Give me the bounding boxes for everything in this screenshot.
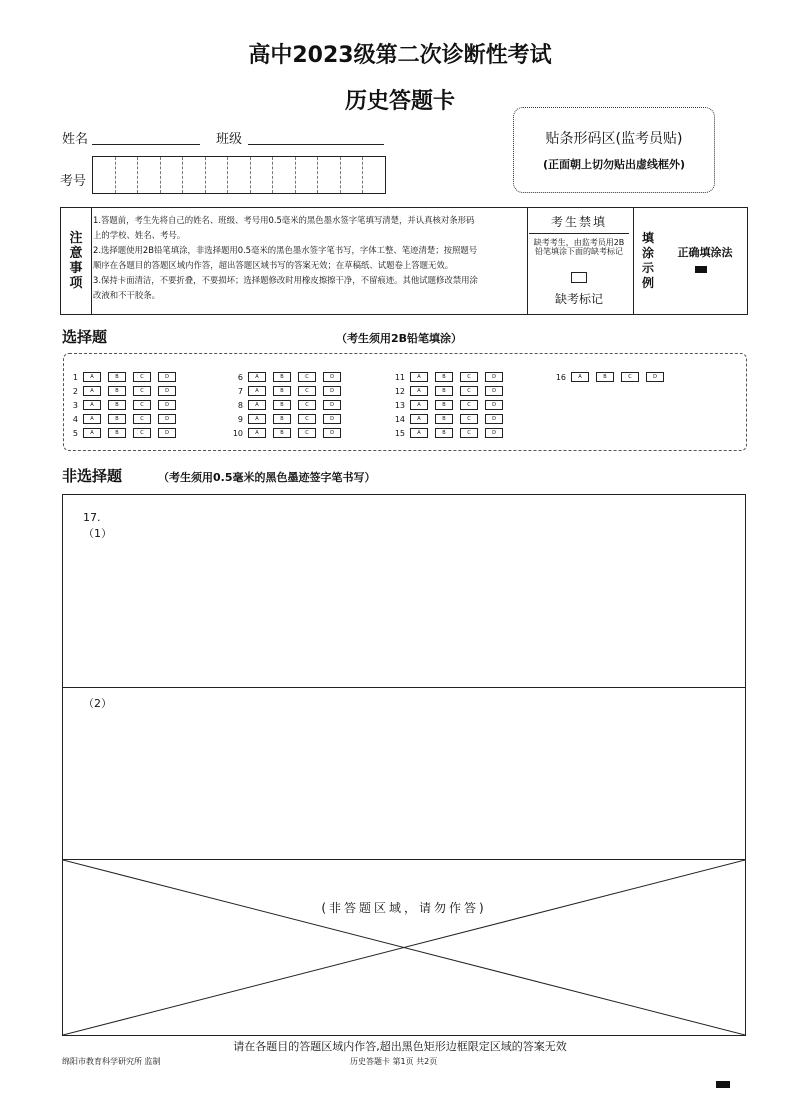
- option-b[interactable]: B: [435, 414, 453, 424]
- option-d[interactable]: D: [158, 400, 176, 410]
- question-row-13: 13 A B C D: [385, 400, 510, 410]
- option-a[interactable]: A: [248, 386, 266, 396]
- fill-example-heading: 填 涂 示 例: [641, 231, 654, 290]
- option-b[interactable]: B: [435, 386, 453, 396]
- option-a[interactable]: A: [83, 372, 101, 382]
- question-row-2: 2 A B C D: [58, 386, 183, 396]
- option-d[interactable]: D: [485, 386, 503, 396]
- option-d[interactable]: D: [158, 414, 176, 424]
- answer-area: [62, 494, 746, 1036]
- barcode-title: 贴条形码区(监考员贴): [545, 131, 683, 147]
- option-c[interactable]: C: [460, 428, 478, 438]
- option-d[interactable]: D: [485, 400, 503, 410]
- choice-note: （考生须用2B铅笔填涂）: [336, 332, 463, 345]
- class-field[interactable]: [248, 130, 384, 145]
- option-c[interactable]: C: [133, 400, 151, 410]
- no-answer-label: (非答题区域，请勿作答): [63, 899, 745, 916]
- option-b[interactable]: B: [273, 414, 291, 424]
- option-c[interactable]: C: [133, 386, 151, 396]
- option-a[interactable]: A: [248, 372, 266, 382]
- notice-heading: 注 意 事 项: [69, 231, 83, 291]
- option-c[interactable]: C: [298, 386, 316, 396]
- option-b[interactable]: B: [435, 428, 453, 438]
- option-a[interactable]: A: [83, 414, 101, 424]
- question-row-12: 12 A B C D: [385, 386, 510, 396]
- option-b[interactable]: B: [435, 400, 453, 410]
- name-field[interactable]: [92, 130, 200, 145]
- absent-text: 缺考考生，由监考员用2B铅笔填涂下面的缺考标记: [533, 238, 625, 256]
- footer-organization: 绵阳市教育科学研究所 监制: [62, 1057, 161, 1066]
- option-d[interactable]: D: [158, 428, 176, 438]
- question-row-9: 9 A B C D: [223, 414, 348, 424]
- option-b[interactable]: B: [273, 372, 291, 382]
- question-row-4: 4 A B C D: [58, 414, 183, 424]
- option-d[interactable]: D: [158, 372, 176, 382]
- option-a[interactable]: A: [571, 372, 589, 382]
- option-d[interactable]: D: [158, 386, 176, 396]
- notice-panel: [60, 207, 748, 315]
- option-a[interactable]: A: [410, 414, 428, 424]
- option-a[interactable]: A: [410, 372, 428, 382]
- option-c[interactable]: C: [298, 372, 316, 382]
- option-c[interactable]: C: [133, 372, 151, 382]
- no-answer-cross: [63, 860, 745, 1035]
- option-c[interactable]: C: [298, 414, 316, 424]
- option-b[interactable]: B: [108, 400, 126, 410]
- question-row-6: 6 A B C D: [223, 372, 348, 382]
- option-d[interactable]: D: [323, 414, 341, 424]
- option-d[interactable]: D: [323, 372, 341, 382]
- option-a[interactable]: A: [83, 400, 101, 410]
- option-d[interactable]: D: [323, 386, 341, 396]
- barcode-area: [513, 107, 715, 193]
- option-c[interactable]: C: [460, 414, 478, 424]
- option-b[interactable]: B: [108, 386, 126, 396]
- question-17-part-1-label: （1）: [83, 527, 112, 540]
- footer-page-number: 历史答题卡 第1页 共2页: [350, 1057, 438, 1066]
- question-row-16: 16 A B C D: [546, 372, 671, 382]
- question-row-10: 10 A B C D: [223, 428, 348, 438]
- absent-title: 考生禁填: [550, 215, 607, 229]
- option-b[interactable]: B: [273, 386, 291, 396]
- nonchoice-note: （考生须用0.5毫米的黑色墨迹签字笔书写）: [158, 471, 376, 484]
- barcode-note: (正面朝上切勿贴出虚线框外): [542, 158, 686, 171]
- option-b[interactable]: B: [596, 372, 614, 382]
- alignment-mark: [716, 1081, 730, 1088]
- option-c[interactable]: C: [460, 386, 478, 396]
- fill-example-label: 正确填涂法: [677, 246, 733, 259]
- option-a[interactable]: A: [248, 428, 266, 438]
- option-d[interactable]: D: [646, 372, 664, 382]
- question-row-11: 11 A B C D: [385, 372, 510, 382]
- notice-text: 1.答题前，考生先将自己的姓名、班级、考号用0.5毫米的黑色墨水签字笔填写清楚，并认真核对条形码 上的学校、姓名、考号。 2.选择题使用2B铅笔填涂，非选择题用0.5毫米的黑色墨水签字笔书写，字体工整、笔迹清楚；按照题号 顺序在各题目的答题区域内作答，超出答题区域书写的答案无效；在草稿纸、试题卷上答题无效。 3.保持卡面清洁，不要折叠，不要损坏；选择题修改时用橡皮擦擦干净，不留痕迹。其他试题修改禁用涂 改液和不干胶条。: [93, 215, 478, 300]
- question-row-3: 3 A B C D: [58, 400, 183, 410]
- nonchoice-title: 非选择题: [62, 467, 123, 485]
- option-a[interactable]: A: [248, 414, 266, 424]
- option-a[interactable]: A: [248, 400, 266, 410]
- option-d[interactable]: D: [323, 428, 341, 438]
- question-row-14: 14 A B C D: [385, 414, 510, 424]
- exam-no-label: 考号: [60, 174, 87, 189]
- class-label: 班级: [216, 132, 243, 147]
- option-c[interactable]: C: [133, 414, 151, 424]
- question-row-5: 5 A B C D: [58, 428, 183, 438]
- option-c[interactable]: C: [460, 372, 478, 382]
- option-a[interactable]: A: [83, 386, 101, 396]
- option-a[interactable]: A: [410, 400, 428, 410]
- question-row-1: 1 A B C D: [58, 372, 183, 382]
- name-label: 姓名: [62, 132, 89, 147]
- question-17-number: 17.: [83, 511, 101, 524]
- option-d[interactable]: D: [323, 400, 341, 410]
- option-b[interactable]: B: [273, 428, 291, 438]
- option-d[interactable]: D: [485, 414, 503, 424]
- exam-title: 高中2023级第二次诊断性考试: [248, 43, 552, 68]
- card-subtitle: 历史答题卡: [344, 89, 455, 114]
- option-b[interactable]: B: [108, 414, 126, 424]
- option-d[interactable]: D: [485, 372, 503, 382]
- choice-title: 选择题: [62, 328, 108, 346]
- question-17-part-2-label: （2）: [83, 697, 112, 710]
- option-c[interactable]: C: [460, 400, 478, 410]
- question-row-15: 15 A B C D: [385, 428, 510, 438]
- filled-sample-mark: [695, 266, 707, 273]
- option-a[interactable]: A: [410, 428, 428, 438]
- footer-note: 请在各题目的答题区域内作答,超出黑色矩形边框限定区域的答案无效: [233, 1040, 567, 1053]
- option-d[interactable]: D: [485, 428, 503, 438]
- option-c[interactable]: C: [621, 372, 639, 382]
- option-b[interactable]: B: [108, 428, 126, 438]
- question-row-8: 8 A B C D: [223, 400, 348, 410]
- option-b[interactable]: B: [273, 400, 291, 410]
- option-a[interactable]: A: [83, 428, 101, 438]
- option-c[interactable]: C: [298, 428, 316, 438]
- question-row-7: 7 A B C D: [223, 386, 348, 396]
- option-c[interactable]: C: [298, 400, 316, 410]
- option-b[interactable]: B: [108, 372, 126, 382]
- absent-checkbox[interactable]: [571, 272, 587, 283]
- absent-mark-label: 缺考标记: [554, 292, 603, 306]
- exam-no-boxes[interactable]: [92, 156, 386, 194]
- option-a[interactable]: A: [410, 386, 428, 396]
- option-c[interactable]: C: [133, 428, 151, 438]
- option-b[interactable]: B: [435, 372, 453, 382]
